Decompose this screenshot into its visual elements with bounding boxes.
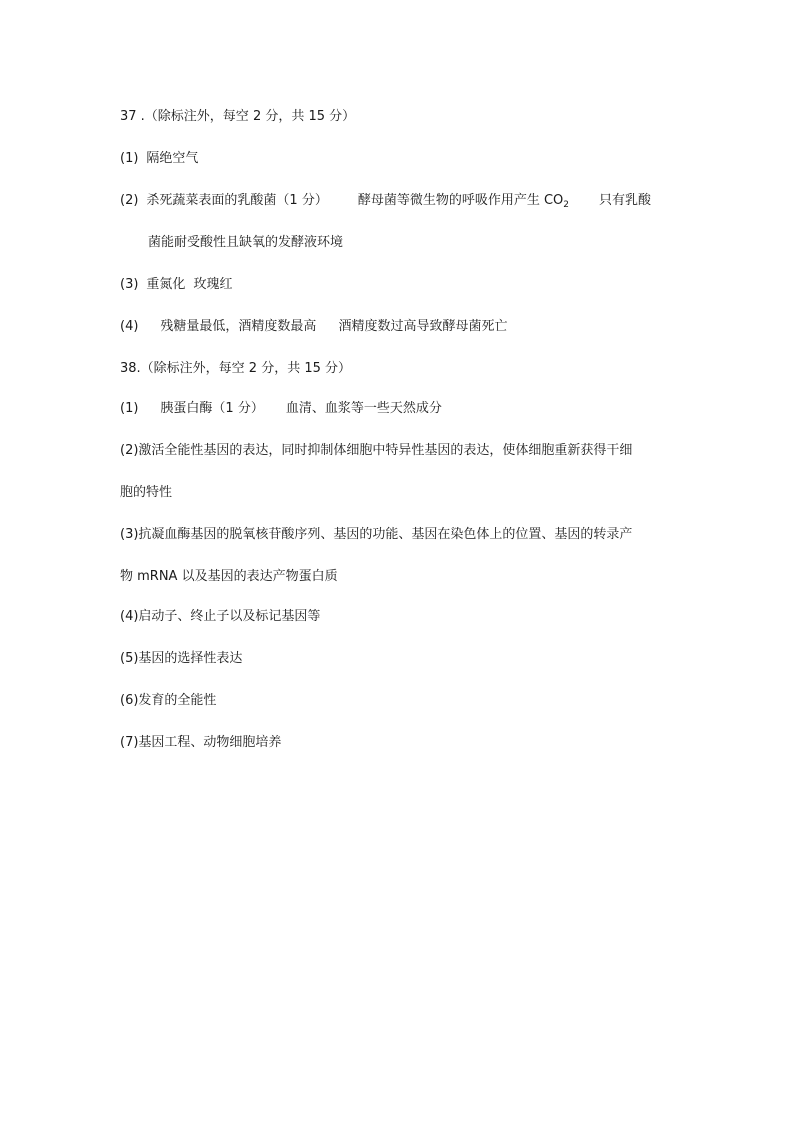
q38-answer-3-line-2: 物 mRNA 以及基因的表达产物蛋白质: [120, 569, 338, 584]
q37-answer-4-part-1: 残糖量最低，酒精度数最高: [160, 319, 317, 334]
q37-answer-3-number: (3): [120, 277, 139, 292]
q37-answer-4: [120, 318, 507, 336]
q38-answer-1-part-2: 血清、血浆等一些天然成分: [285, 401, 442, 416]
q38-answer-2-line-2: 胞的特性: [120, 485, 173, 500]
q37-answer-4-number: (4): [120, 319, 139, 334]
q38-answer-1: [120, 400, 442, 418]
q38-answer-1-part-1: 胰蛋白酶（1 分）: [160, 401, 264, 416]
q38-answer-1-number: (1): [120, 401, 139, 416]
q38-answer-2-line-1: (2)激活全能性基因的表达，同时抑制体细胞中特异性基因的表达，使体细胞重新获得干细: [120, 443, 633, 458]
q37-answer-1-text: 隔绝空气: [146, 151, 199, 166]
q38-answer-4: (4)启动子、终止子以及标记基因等: [120, 609, 321, 624]
q38-header: 38.（除标注外，每空 2 分，共 15 分）: [120, 361, 352, 376]
co2-subscript: 2: [563, 200, 570, 210]
q37-header: 37 .（除标注外，每空 2 分，共 15 分）: [120, 109, 356, 124]
q37-answer-2: [120, 192, 651, 210]
q37-answer-2-number: (2): [120, 193, 139, 208]
q38-answer-7: (7)基因工程、动物细胞培养: [120, 735, 282, 750]
q38-answer-5: (5)基因的选择性表达: [120, 651, 243, 666]
q38-answer-6: (6)发育的全能性: [120, 693, 217, 708]
q37-answer-2-part-1: 杀死蔬菜表面的乳酸菌（1 分）: [146, 193, 328, 208]
q38-answer-3-line-1: (3)抗凝血酶基因的脱氧核苷酸序列、基因的功能、基因在染色体上的位置、基因的转录产: [120, 527, 633, 542]
q37-answer-2-part-3: 只有乳酸: [599, 193, 652, 208]
q37-answer-2-part-2: 酵母菌等微生物的呼吸作用产生 CO: [357, 193, 564, 208]
q37-answer-3-part-1: 重氮化: [146, 277, 186, 292]
q37-answer-3: [120, 276, 232, 294]
q37-answer-2-continuation: 菌能耐受酸性且缺氧的发酵液环境: [148, 235, 344, 250]
q37-answer-1: [120, 150, 198, 168]
q37-answer-4-part-2: 酒精度数过高导致酵母菌死亡: [338, 319, 508, 334]
q37-answer-1-number: (1): [120, 151, 139, 166]
q37-answer-3-part-2: 玫瑰红: [193, 277, 233, 292]
